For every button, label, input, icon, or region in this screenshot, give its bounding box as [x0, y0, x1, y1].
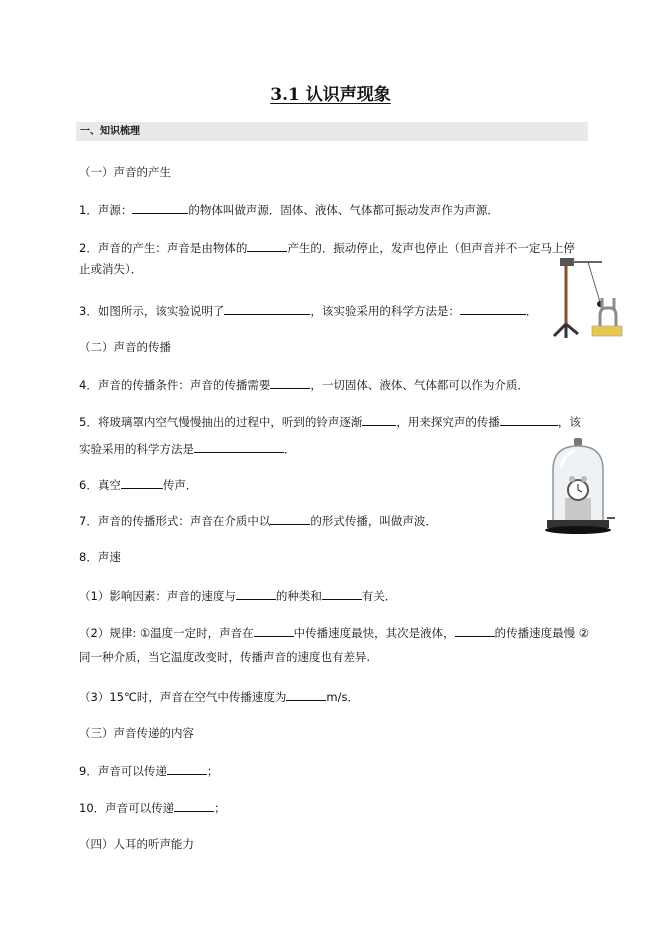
- q5-text-c: ，该: [557, 415, 581, 429]
- subheading-hearing-ability: （四）人耳的听声能力: [79, 837, 194, 851]
- q8-1-text-b: 的种类和: [275, 589, 322, 603]
- subheading-sound-propagation: （二）声音的传播: [79, 340, 171, 354]
- q8-3-blank[interactable]: [286, 689, 326, 701]
- subheading-sound-production: （一）声音的产生: [79, 165, 171, 179]
- question-8-1: [79, 588, 396, 603]
- q3-text-b: ，该实验采用的科学方法是：: [310, 304, 460, 318]
- q5-blank-3[interactable]: [194, 441, 284, 453]
- q2-blank[interactable]: [247, 240, 287, 252]
- q3-blank-2[interactable]: [460, 303, 526, 315]
- q5-blank-1[interactable]: [362, 414, 396, 426]
- q1-blank[interactable]: [132, 202, 188, 214]
- q1-text-b: 的物体叫做声源．固体、液体、气体都可振动发声作为声源．: [188, 203, 499, 217]
- q5-text-b: ，用来探究声的传播: [396, 415, 500, 429]
- question-8: 8．声速: [79, 550, 121, 564]
- q1-text-a: 1．声源：: [79, 203, 133, 217]
- tuning-fork-pendulum-figure: [552, 254, 634, 340]
- q8-1-blank-2[interactable]: [322, 588, 362, 600]
- q5-text-e: ．: [284, 442, 296, 456]
- q5-text-a: 5．将玻璃罩内空气慢慢抽出的过程中，听到的铃声逐渐: [79, 415, 363, 429]
- q9-blank[interactable]: [167, 763, 207, 775]
- q8-1-text-a: （1）影响因素：声音的速度与: [79, 589, 236, 603]
- q8-2-text-a: （2）规律: ①温度一定时，声音在: [79, 626, 254, 640]
- q2-text-a: 2．声音的产生：声音是由物体的: [79, 241, 248, 255]
- q6-text-b: 传声．: [162, 478, 198, 492]
- question-8-2-cont: 同一种介质，当它温度改变时，传播声音的速度也有差异.: [79, 650, 371, 664]
- q2-text-b: 产生的．振动停止，发声也停止（但声音并不一定马上停: [287, 241, 575, 255]
- q10-blank[interactable]: [174, 800, 214, 812]
- q5-blank-2[interactable]: [500, 414, 558, 426]
- bell-jar-figure: [541, 438, 615, 534]
- question-4: [79, 377, 529, 392]
- question-7: [79, 513, 437, 528]
- q7-text-a: 7．声音的传播形式：声音在介质中以: [79, 514, 271, 528]
- q5-text-d: 实验采用的科学方法是: [79, 442, 194, 456]
- q8-2-text-b: 中传播速度最快，其次是液体，: [293, 626, 455, 640]
- subheading-sound-transmission: （三）声音传递的内容: [79, 726, 194, 740]
- q8-3-text-b: m/s．: [326, 690, 359, 704]
- question-9: [79, 763, 218, 778]
- q8-2-blank-1[interactable]: [254, 625, 294, 637]
- q9-text-b: ；: [206, 764, 219, 778]
- q6-blank[interactable]: [121, 477, 163, 489]
- section-heading-knowledge: 一、知识梳理: [76, 122, 588, 141]
- question-5: [79, 414, 581, 429]
- q6-text-a: 6．真空: [79, 478, 121, 492]
- q10-text-a: 10．声音可以传递: [79, 801, 175, 815]
- q4-blank[interactable]: [270, 377, 310, 389]
- q8-2-blank-2[interactable]: [455, 625, 495, 637]
- question-5-cont: [79, 441, 296, 456]
- page-title: 3.1 认识声现象: [270, 85, 391, 105]
- q4-text-b: ，一切固体、液体、气体都可以作为介质．: [310, 378, 529, 392]
- question-2: [79, 240, 575, 255]
- q8-1-blank-1[interactable]: [236, 588, 276, 600]
- q9-text-a: 9．声音可以传递: [79, 764, 167, 778]
- q8-2-text-c: 的传播速度最慢 ②: [494, 626, 590, 640]
- question-6: [79, 477, 197, 492]
- question-2-cont: 止或消失）．: [79, 262, 143, 276]
- q7-blank[interactable]: [270, 513, 310, 525]
- q3-text-c: ．: [525, 304, 538, 318]
- q7-text-b: 的形式传播，叫做声波．: [310, 514, 437, 528]
- question-1: [79, 202, 499, 217]
- question-10: [79, 800, 226, 815]
- q10-text-b: ；: [214, 801, 226, 815]
- q3-blank-1[interactable]: [224, 303, 310, 315]
- question-8-3: [79, 689, 359, 704]
- question-8-2: [79, 625, 589, 640]
- q4-text-a: 4．声音的传播条件：声音的传播需要: [79, 378, 271, 392]
- q8-1-text-c: 有关．: [361, 589, 397, 603]
- question-3: [79, 303, 537, 318]
- q3-text-a: 3．如图所示，该实验说明了: [79, 304, 225, 318]
- q8-3-text-a: （3）15℃时，声音在空气中传播速度为: [79, 690, 287, 704]
